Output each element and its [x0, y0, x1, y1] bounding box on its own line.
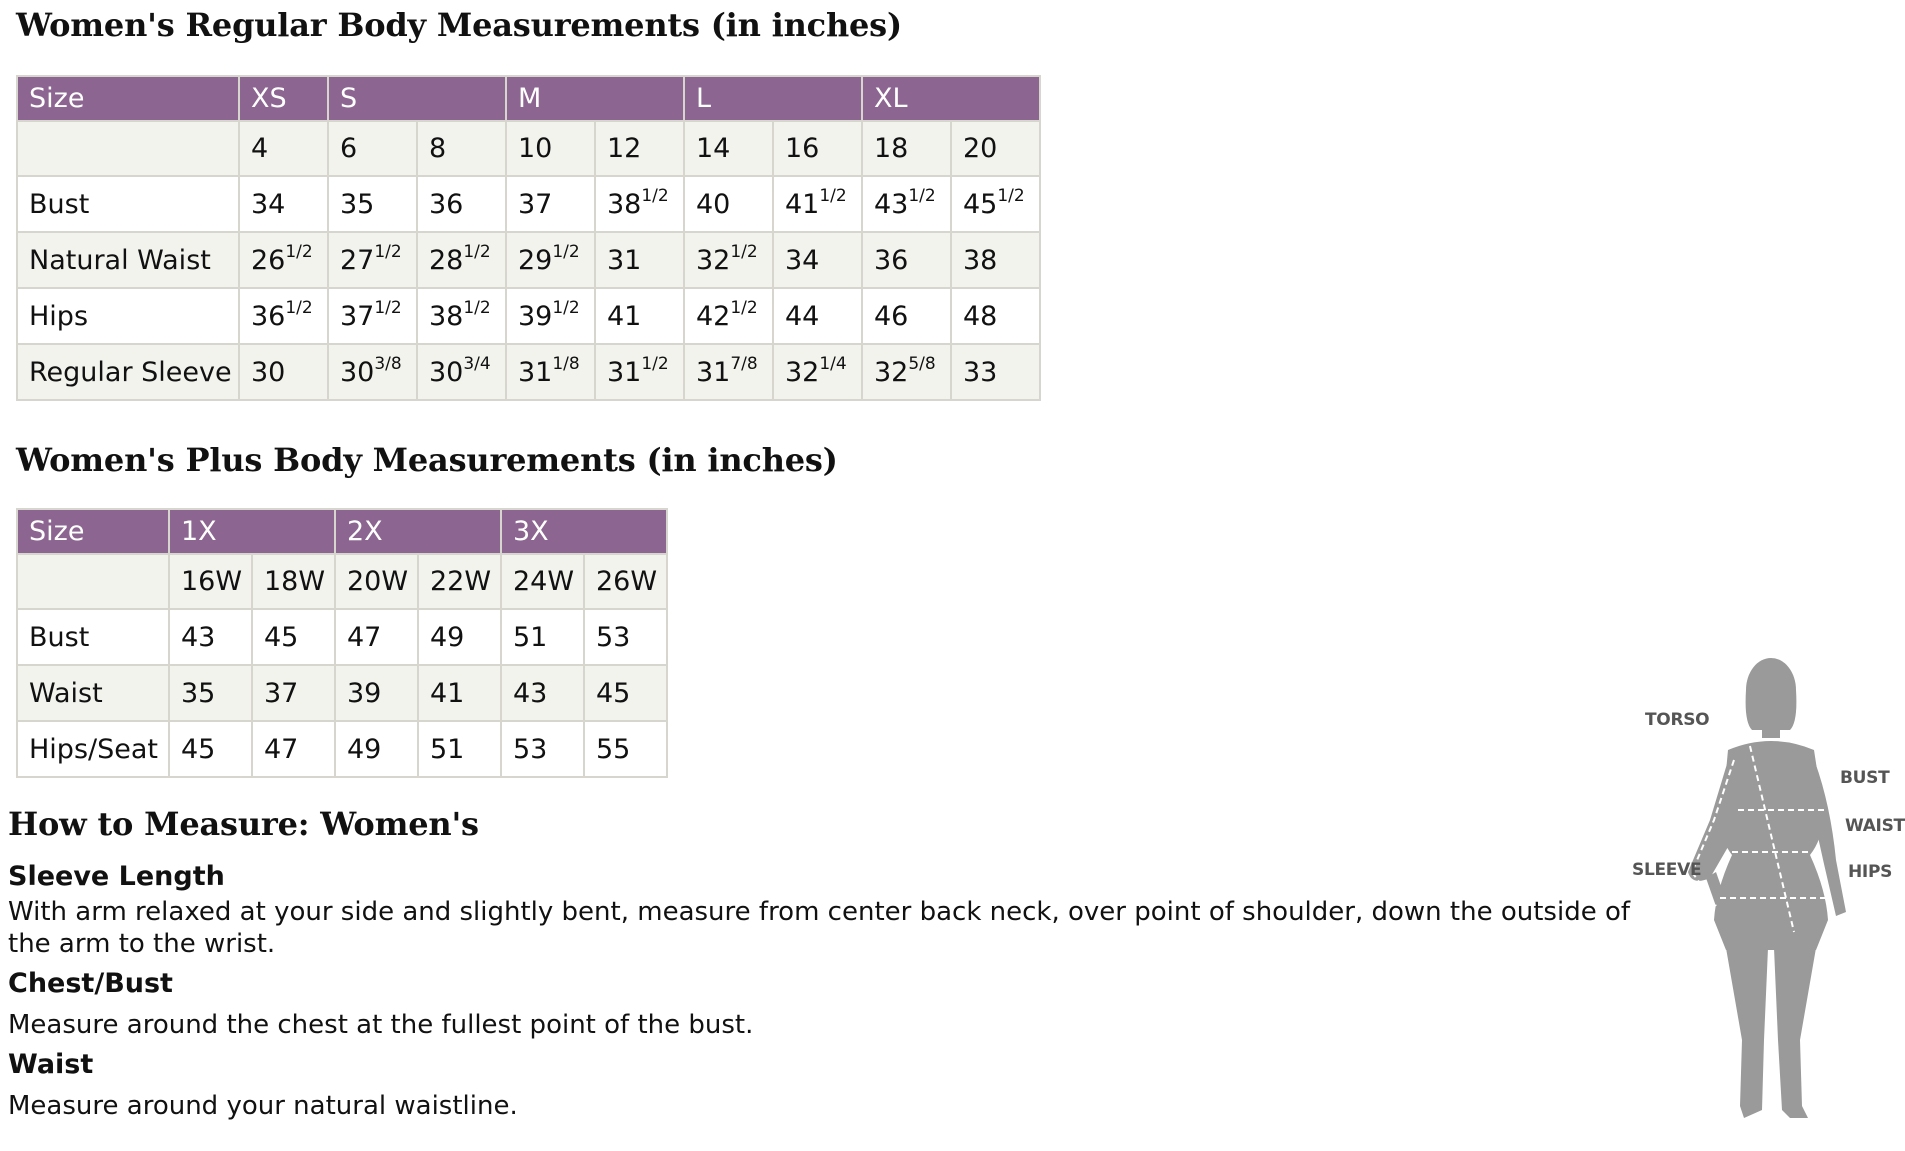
- measurement-cell: 37: [506, 176, 595, 232]
- measurement-cell: [951, 176, 1040, 232]
- measurement-cell: [773, 344, 862, 400]
- measurement-cell: 51: [418, 721, 501, 777]
- measurement-cell: [684, 288, 773, 344]
- whole-number: 39: [518, 300, 553, 332]
- measurement-cell: 41: [418, 665, 501, 721]
- fraction: 3/4: [463, 353, 491, 374]
- measurement-cell: 49: [335, 721, 418, 777]
- measurement-cell: 43: [169, 609, 252, 665]
- size-header-cell: Size: [17, 76, 239, 121]
- numeric-size-cell: 22W: [418, 554, 501, 609]
- measurement-cell: 41: [595, 288, 684, 344]
- table-row: [17, 288, 1040, 344]
- table-row: [17, 176, 1040, 232]
- measurement-cell: 53: [501, 721, 584, 777]
- measurement-cell: 49: [418, 609, 501, 665]
- whole-number: 45: [963, 188, 998, 220]
- table-row: [17, 232, 1040, 288]
- fraction: 1/4: [819, 353, 847, 374]
- fraction: 1/2: [374, 241, 402, 262]
- numeric-size-cell: 8: [417, 121, 506, 176]
- waist-label: WAIST: [1845, 816, 1905, 836]
- measurement-cell: 34: [773, 232, 862, 288]
- numeric-size-cell: 18: [862, 121, 951, 176]
- fraction: 1/2: [463, 297, 491, 318]
- size-group-cell: XS: [239, 76, 328, 121]
- fraction: 3/8: [374, 353, 402, 374]
- numeric-size-cell: 14: [684, 121, 773, 176]
- measure-text: Measure around the chest at the fullest point of the bust.: [8, 1010, 754, 1040]
- measure-heading: Chest/Bust: [8, 968, 173, 999]
- whole-number: 43: [874, 188, 909, 220]
- measurement-cell: [862, 344, 951, 400]
- measurement-cell: [417, 288, 506, 344]
- fraction: 7/8: [730, 353, 758, 374]
- fraction: 1/2: [730, 241, 758, 262]
- measurement-cell: 44: [773, 288, 862, 344]
- whole-number: 31: [607, 356, 642, 388]
- plus-header-row: [17, 509, 667, 554]
- measurement-cell: 46: [862, 288, 951, 344]
- fraction: 1/2: [997, 185, 1025, 206]
- numeric-size-cell: 10: [506, 121, 595, 176]
- row-label-cell: Hips/Seat: [17, 721, 169, 777]
- row-label-cell: Regular Sleeve: [17, 344, 239, 400]
- regular-size-table: [16, 75, 1041, 401]
- whole-number: 31: [518, 356, 553, 388]
- body-measurement-figure: [1632, 650, 1905, 1130]
- size-group-cell: M: [506, 76, 684, 121]
- measurement-cell: [328, 288, 417, 344]
- numeric-size-cell: 16: [773, 121, 862, 176]
- size-group-cell: XL: [862, 76, 1040, 121]
- measurement-cell: [328, 232, 417, 288]
- hips-label: HIPS: [1848, 862, 1893, 882]
- measurement-cell: [239, 288, 328, 344]
- fraction: 1/2: [552, 241, 580, 262]
- numeric-size-cell: 18W: [252, 554, 335, 609]
- measurement-cell: [417, 344, 506, 400]
- measurement-cell: 45: [169, 721, 252, 777]
- measurement-cell: [862, 176, 951, 232]
- measurement-cell: 45: [584, 665, 667, 721]
- measurement-cell: 47: [335, 609, 418, 665]
- fraction: 1/2: [285, 297, 313, 318]
- fraction: 1/8: [552, 353, 580, 374]
- measurement-cell: [417, 232, 506, 288]
- numeric-size-cell: 4: [239, 121, 328, 176]
- regular-sizes-row: [17, 121, 1040, 176]
- numeric-size-cell: 24W: [501, 554, 584, 609]
- row-label-cell: Waist: [17, 665, 169, 721]
- measurement-cell: [328, 344, 417, 400]
- row-label-cell: Bust: [17, 176, 239, 232]
- measurement-cell: 45: [252, 609, 335, 665]
- size-group-cell: 1X: [169, 509, 335, 554]
- numeric-size-cell: 26W: [584, 554, 667, 609]
- measure-item-bust: [8, 968, 1648, 1041]
- blank-cell: [17, 554, 169, 609]
- measurement-cell: [239, 232, 328, 288]
- measure-text: With arm relaxed at your side and slightly bent, measure from center back neck, over point of shoulder, down the outside of the arm to the wrist.: [8, 897, 1631, 959]
- measurement-cell: 53: [584, 609, 667, 665]
- measurement-cell: 40: [684, 176, 773, 232]
- measurement-cell: 33: [951, 344, 1040, 400]
- whole-number: 30: [429, 356, 464, 388]
- measurement-cell: 39: [335, 665, 418, 721]
- measure-item-waist: [8, 1049, 1648, 1122]
- how-to-measure-title: How to Measure: Women's: [8, 805, 479, 843]
- whole-number: 27: [340, 244, 375, 276]
- whole-number: 32: [696, 244, 731, 276]
- size-group-cell: S: [328, 76, 506, 121]
- whole-number: 36: [251, 300, 286, 332]
- bust-label: BUST: [1840, 768, 1890, 788]
- size-header-cell: Size: [17, 509, 169, 554]
- measurement-cell: 36: [417, 176, 506, 232]
- whole-number: 41: [785, 188, 820, 220]
- whole-number: 42: [696, 300, 731, 332]
- table-row: [17, 609, 667, 665]
- fraction: 1/2: [641, 185, 669, 206]
- fraction: 1/2: [641, 353, 669, 374]
- measurement-cell: 35: [328, 176, 417, 232]
- size-group-cell: 3X: [501, 509, 667, 554]
- row-label-cell: Bust: [17, 609, 169, 665]
- measurement-cell: 51: [501, 609, 584, 665]
- measurement-cell: 43: [501, 665, 584, 721]
- measurement-cell: 34: [239, 176, 328, 232]
- whole-number: 31: [696, 356, 731, 388]
- fraction: 1/2: [730, 297, 758, 318]
- blank-cell: [17, 121, 239, 176]
- measurement-cell: [595, 344, 684, 400]
- whole-number: 28: [429, 244, 464, 276]
- plus-table-title: Women's Plus Body Measurements (in inches): [16, 441, 838, 479]
- measurement-cell: [506, 232, 595, 288]
- fraction: 1/2: [374, 297, 402, 318]
- whole-number: 32: [785, 356, 820, 388]
- regular-table-title: Women's Regular Body Measurements (in inches): [16, 6, 902, 44]
- measurement-cell: 55: [584, 721, 667, 777]
- measurement-cell: 31: [595, 232, 684, 288]
- whole-number: 38: [607, 188, 642, 220]
- whole-number: 37: [340, 300, 375, 332]
- fraction: 1/2: [463, 241, 491, 262]
- measurement-cell: 47: [252, 721, 335, 777]
- numeric-size-cell: 20: [951, 121, 1040, 176]
- measure-heading: Sleeve Length: [8, 861, 225, 892]
- whole-number: 38: [429, 300, 464, 332]
- plus-size-table: [16, 508, 668, 778]
- measure-text: Measure around your natural waistline.: [8, 1091, 518, 1121]
- measure-item-sleeve: [8, 861, 1648, 960]
- how-to-measure-section: [8, 805, 1648, 1122]
- fraction: 5/8: [908, 353, 936, 374]
- whole-number: 26: [251, 244, 286, 276]
- measurement-cell: [506, 344, 595, 400]
- numeric-size-cell: 16W: [169, 554, 252, 609]
- table-row: [17, 665, 667, 721]
- whole-number: 29: [518, 244, 553, 276]
- measurement-cell: 37: [252, 665, 335, 721]
- measurement-cell: [506, 288, 595, 344]
- measurement-cell: 48: [951, 288, 1040, 344]
- numeric-size-cell: 6: [328, 121, 417, 176]
- measurement-cell: 36: [862, 232, 951, 288]
- fraction: 1/2: [908, 185, 936, 206]
- row-label-cell: Natural Waist: [17, 232, 239, 288]
- row-label-cell: Hips: [17, 288, 239, 344]
- torso-label: TORSO: [1645, 710, 1710, 730]
- fraction: 1/2: [285, 241, 313, 262]
- measurement-cell: 38: [951, 232, 1040, 288]
- fraction: 1/2: [819, 185, 847, 206]
- whole-number: 30: [340, 356, 375, 388]
- plus-sizes-row: [17, 554, 667, 609]
- regular-header-row: [17, 76, 1040, 121]
- measurement-cell: [773, 176, 862, 232]
- measurement-cell: [684, 232, 773, 288]
- fraction: 1/2: [552, 297, 580, 318]
- measure-heading: Waist: [8, 1049, 94, 1080]
- table-row: [17, 721, 667, 777]
- measurement-cell: [595, 176, 684, 232]
- measurement-cell: 30: [239, 344, 328, 400]
- measurement-cell: [684, 344, 773, 400]
- numeric-size-cell: 20W: [335, 554, 418, 609]
- whole-number: 32: [874, 356, 909, 388]
- size-group-cell: 2X: [335, 509, 501, 554]
- table-row: [17, 344, 1040, 400]
- numeric-size-cell: 12: [595, 121, 684, 176]
- sleeve-label: SLEEVE: [1632, 860, 1702, 880]
- size-group-cell: L: [684, 76, 862, 121]
- measurement-cell: 35: [169, 665, 252, 721]
